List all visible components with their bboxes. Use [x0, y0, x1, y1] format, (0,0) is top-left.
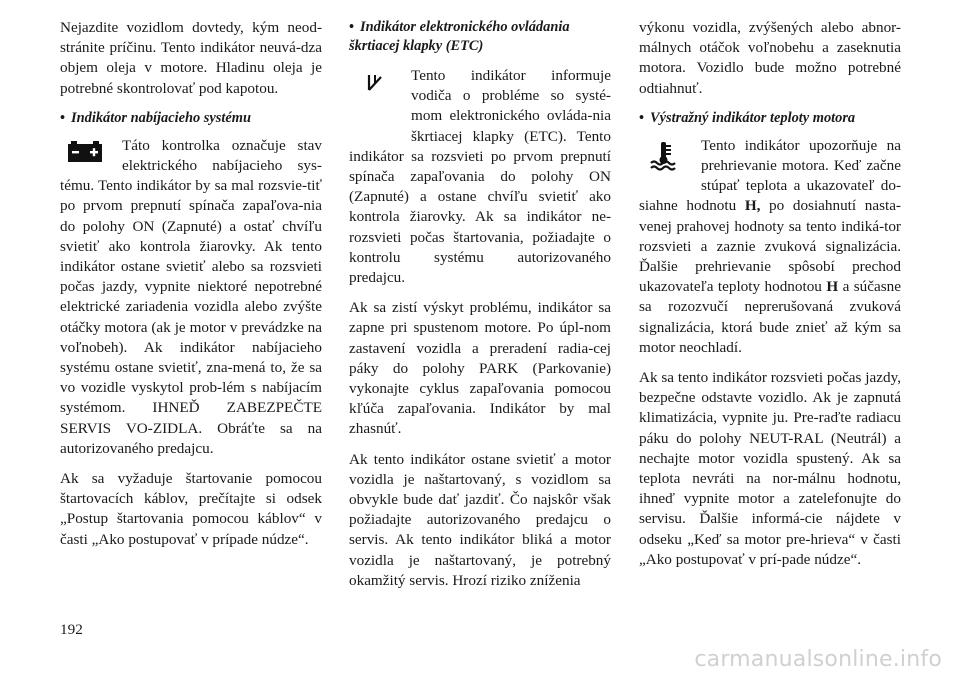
- paragraph-charging-system: [60, 136, 322, 459]
- paragraph-etc-service: Ak tento indikátor ostane svietiť a motor vozidla je naštartovaný, s vozidlom sa obvykle bude dať jazdiť. Čo najskôr však požiadajte autorizovaného predajcu o servis. Ak tento indikátor bliká a motor vozidla je naštartovaný, je potrebný okamžitý servis. Hrozí riziko zníženia: [349, 450, 611, 589]
- paragraph-jump-start: Ak sa vyžaduje štartovanie pomocou štartovacích káblov, prečítajte si odsek „Postup štartovania pomocou káblov“ v časti „Ako postupovať v prípade núdze“.: [60, 470, 322, 548]
- paragraph-engine-temp-b: po dosiahnutí nasta-venej prahovej hodnoty sa tento indiká-tor rozsvieti a zaznie zvuková signalizácia. Ďalšie prehrievanie spôsobí prechod ukazovateľa teploty hodnotou: [639, 197, 901, 296]
- column-1: [60, 18, 322, 560]
- battery-icon: [60, 138, 110, 166]
- watermark: carmanualsonline.info: [694, 647, 942, 672]
- page-number: 192: [60, 621, 83, 638]
- paragraph-oil-note: Nejazdite vozidlom dovtedy, kým neod-stránite príčinu. Tento indikátor neuvá-dza objem oleja v motore. Hladinu oleja je potrebné skontrolovať pod kapotou.: [60, 19, 322, 97]
- throttle-icon: [349, 68, 399, 140]
- paragraph-etc: [349, 66, 611, 288]
- heading-charging-system: • Indikátor nabíjacieho systému: [60, 109, 251, 126]
- paragraph-engine-temp-a: Tento indikátor upozorňuje na prehrievanie motora. Keď začne stúpať teplota a ukazovateľ do-siahne hodnotu: [639, 136, 901, 215]
- paragraph-engine-temp-c: a súčasne sa rozozvučí neprerušovaná zvuková signalizácia, ktorá bude znieť až kým sa motor neochladí.: [639, 278, 901, 356]
- paragraph-charging-system-text: Táto kontrolka označuje stav elektrického nabíjacieho sys-tému. Tento indikátor by sa mal rozsvie-tiť po prvom prepnutí spínača zapaľova-nia do polohy ON (Zapnuté) a ostať chvíľu svietiť ako kontrola žiarovky. Ak tento indikátor ostane svietiť alebo sa rozsvieti počas jazdy, vypnite niektoré nepotrebné elektrické zariadenia vozidla alebo zvýšte otáčky motora (ak je motor v prevádzke na voľnobeh). Ak indikátor nabíjacieho systému ostane svietiť, zna-mená to, že sa vo vozidle vyskytol prob-lém s nabíjacím systémom. IHNEĎ ZABEZPEČTE SERVIS VO-ZIDLA. Obráťte sa na autorizovaného predajcu.: [60, 136, 322, 457]
- paragraph-engine-temp: [639, 136, 901, 358]
- paragraph-continued: výkonu vozidla, zvýšených alebo abnor-málnych otáčok voľnobehu a zaseknutia motora. Vozidlo bude možno potrebné odtiahnuť.: [639, 19, 901, 97]
- heading-etc-label: Indikátor elektronického ovládania škrtiacej klapky (ETC): [349, 19, 570, 54]
- coolant-temperature-icon: [639, 138, 689, 184]
- heading-engine-temp-label: Výstražný indikátor teploty motora: [650, 109, 856, 126]
- column-3: [639, 18, 901, 580]
- column-2: [349, 18, 611, 601]
- paragraph-overheat-action: Ak sa tento indikátor rozsvieti počas jazdy, bezpečne odstavte vozidlo. Ak je zapnutá klimatizácia, vypnite ju. Pre-raďte radiacu páku do polohy NEUT-RAL (Neutrál) a nechajte motor vozidla spustený. Ak sa teplota nevráti na nor-málnu hodnotu, ihneď vypnite motor a zatelefonujte do servisu. Ďalšie informá-cie nájdete v odseku „Keď sa motor pre-hrieva“ v časti „Ako postupovať v prí-pade núdze“.: [639, 369, 901, 568]
- heading-engine-temp: • Výstražný indikátor teploty motora: [639, 109, 856, 126]
- gauge-h-mark-2: H: [826, 278, 839, 296]
- paragraph-etc-problem: Ak sa zistí výskyt problému, indikátor sa zapne pri spustenom motore. Po úpl-nom zastavení vozidla a preradení radia-cej páky do polohy PARK (Parkovanie) vykonajte cyklus zapaľovania pomocou kľúča zapaľovania. Indikátor by mal zhasnúť.: [349, 299, 611, 438]
- paragraph-etc-text: Tento indikátor informuje vodiča o probléme so systé-mom elektronického ovláda-nia škrtiacej klapky (ETC). Tento indikátor sa rozsvieti po prvom prepnutí spínača zapaľovania do polohy ON (Zapnuté) a ostane chvíľu svietiť ako kontrola žiarovky. Ak sa indikátor ne-rozsvieti počas štartovania, požiadajte o kontrolu systému autorizovaného predajcu.: [349, 67, 611, 287]
- heading-etc: • Indikátor elektronického ovládania škrtiacej klapky (ETC): [349, 19, 570, 54]
- gauge-h-mark-1: H,: [744, 197, 761, 215]
- heading-charging-system-label: Indikátor nabíjacieho systému: [71, 109, 251, 126]
